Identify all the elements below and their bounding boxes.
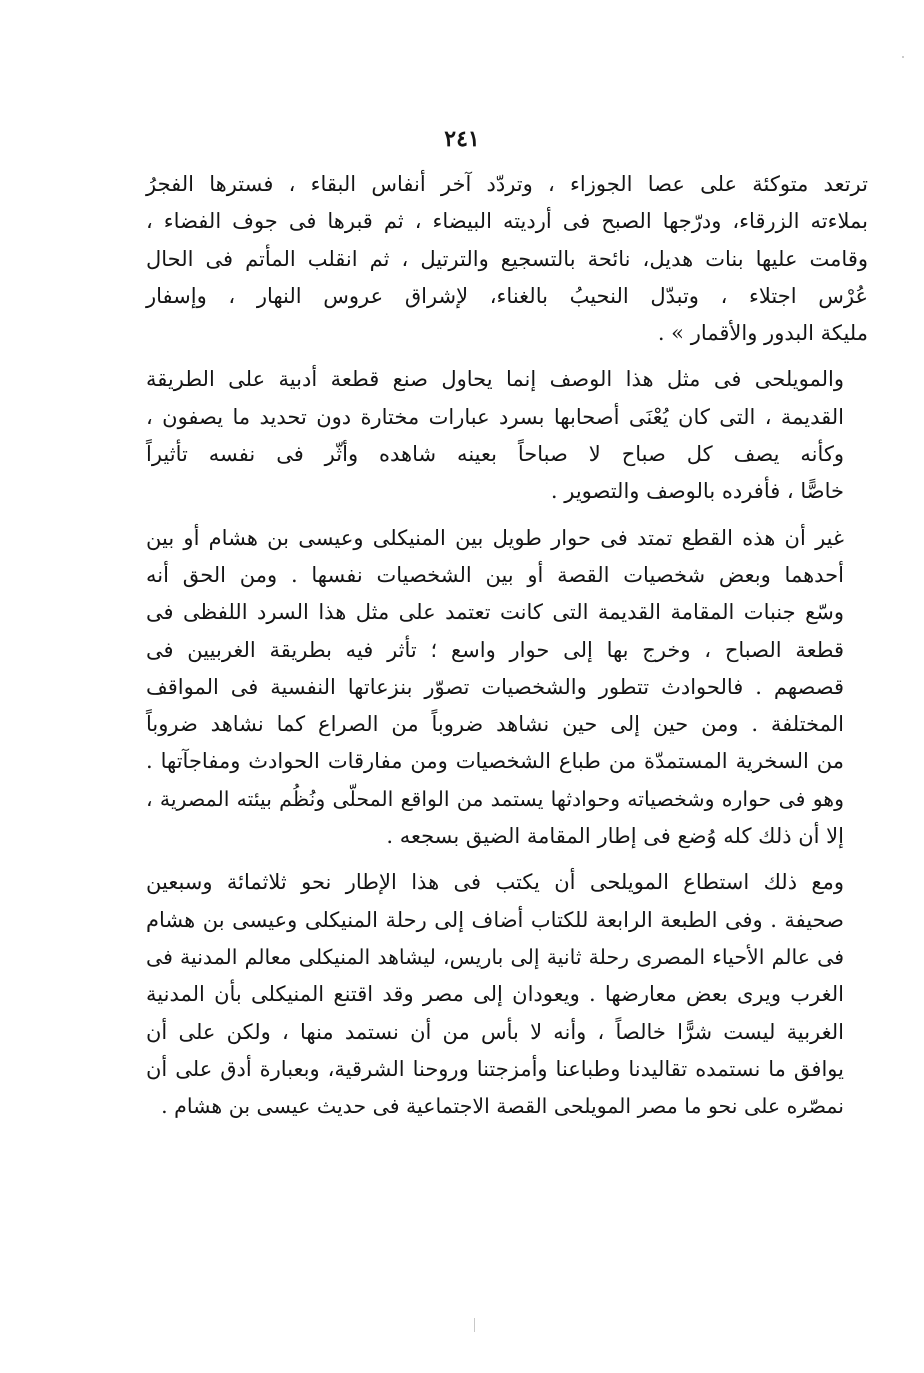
text-line: خاصًّا ، فأفرده بالوصف والتصوير . [550,479,844,504]
text-line: إلا أن ذلك كله وُضع فى إطار المقامة الضيق بسجعه . [386,824,844,849]
text-line: أحدهما وبعض شخصيات القصة أو بين الشخصيات نفسها . ومن الحق أنه [146,562,844,587]
page-number: ٢٤١ [444,126,480,152]
paragraph [146,520,868,856]
text-line: قطعة الصباح ، وخرج بها إلى حوار واسع ؛ تأثر فيه بطريقة الغربيين فى [146,637,844,662]
text-line: الغرب ويرى بعض معارضها . ويعودان إلى مصر وقد اقتنع المنيكلى بأن المدنية [146,982,844,1007]
text-line: وسّع جنبات المقامة القديمة التى كانت تعتمد على مثل هذا السرد اللفظى فى [146,600,844,625]
body-text [146,166,868,1134]
text-line: فى عالم الأحياء المصرى رحلة ثانية إلى باريس، ليشاهد المنيكلى معالم المدنية فى [146,944,844,969]
text-line: ومع ذلك استطاع المويلحى أن يكتب فى هذا الإطار نحو ثلاثمائة وسبعين [146,870,844,895]
text-line: مليكة البدور والأقمار » . [657,321,868,346]
text-line: من السخرية المستمدّة من طباع الشخصيات ومن مفارقات الحوادث ومفاجآتها . [146,749,844,774]
text-line: المختلفة . ومن حين إلى حين نشاهد ضروباً من الصراع كما نشاهد ضروباً [146,712,844,737]
text-line: قصصهم . فالحوادث تتطور والشخصيات تصوّر بنزعاتها النفسية فى المواقف [146,674,844,699]
text-line: وقامت عليها بنات هديل، نائحة بالتسجيع والترتيل ، ثم انقلب المأتم فى الحال [146,246,868,271]
text-line: عُرْس اجتلاء ، وتبدّل النحيبُ بالغناء، لإشراق عروس النهار ، وإسفار [146,283,868,308]
text-line: والمويلحى فى مثل هذا الوصف إنما يحاول صنع قطعة أدبية على الطريقة [146,367,844,392]
text-line: وهو فى حواره وشخصياته وحوادثها يستمد من الواقع المحلّى ونُظُم بيئته المصرية ، [146,786,844,811]
text-line: صحيفة . وفى الطبعة الرابعة للكتاب أضاف إلى رحلة المنيكلى وعيسى بن هشام [146,907,844,932]
text-line: القديمة ، التى كان يُعْنَى أصحابها بسرد عبارات مختارة دون تحديد ما يصفون ، [146,404,844,429]
text-line: نمصّره على نحو ما مصر المويلحى القصة الاجتماعية فى حديث عيسى بن هشام . [161,1094,844,1119]
paragraph [146,864,868,1125]
paragraph [146,361,868,510]
text-line: يوافق ما نستمده تقاليدنا وطباعنا وأمزجتنا وروحنا الشرقية، وبعبارة أدق على أن [146,1056,844,1081]
margin-dot [902,56,904,58]
text-line: الغربية ليست شرًّا خالصاً ، وأنه لا بأس من أن نستمد منها ، ولكن على أن [146,1019,844,1044]
text-line: بملاءته الزرقاء، ودرّجها الصبح فى أرديته البيضاء ، ثم قبرها فى جوف الفضاء ، [146,209,868,234]
bottom-mark [474,1318,475,1332]
text-line: ترتعد متوكئة على عصا الجوزاء ، وتردّد آخر أنفاس البقاء ، فسترها الفجرُ [146,172,868,196]
text-line: غير أن هذه القطع تمتد فى حوار طويل بين المنيكلى وعيسى بن هشام أو بين [146,525,844,550]
text-line: وكأنه يصف كل صباح لا صباحاً بعينه شاهده وأثّر فى نفسه تأثيراً [146,442,844,467]
paragraph [146,166,868,352]
